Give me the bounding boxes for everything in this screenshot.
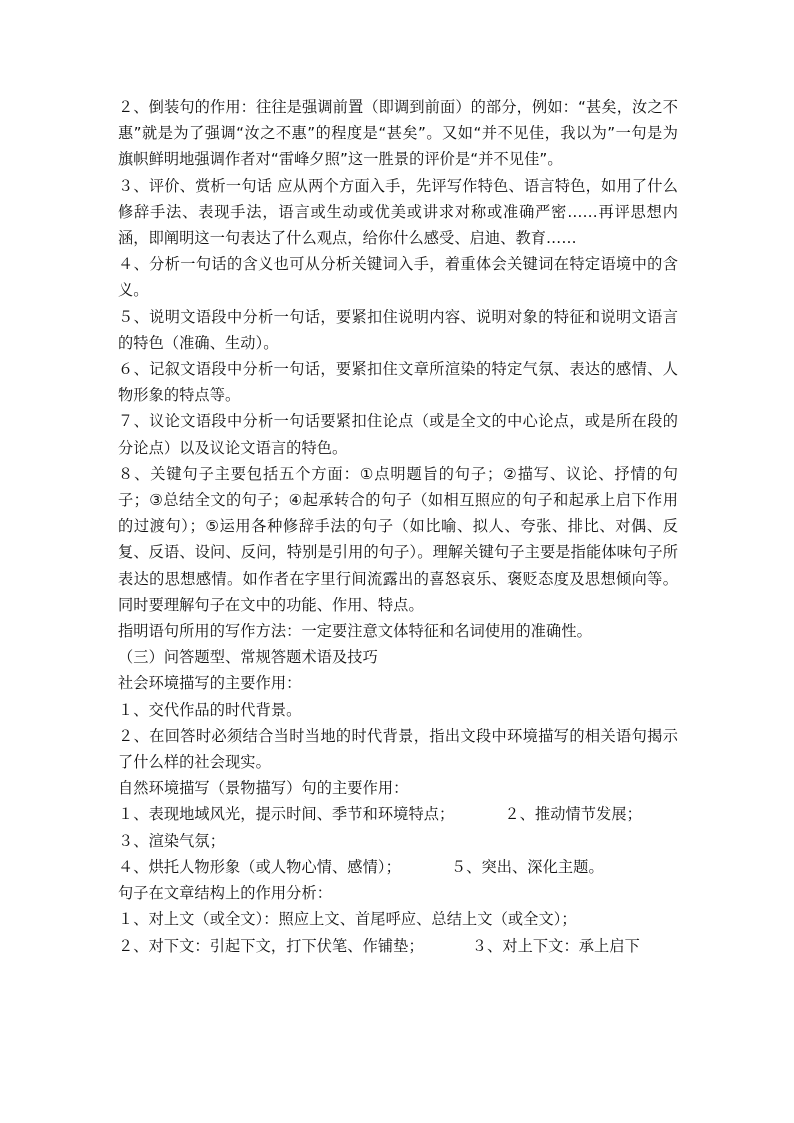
nature-env-item-4: ４、烘托人物形象（或人物心情、感情）；	[118, 857, 401, 876]
nature-env-row-2	[118, 854, 678, 880]
nature-env-item-5: ５、突出、深化主题。	[450, 857, 604, 876]
nature-env-row-1	[118, 801, 678, 827]
paragraph-social-env-1: １、交代作品的时代背景。	[118, 700, 302, 719]
paragraph-social-env-2: ２、在回答时必须结合当时当地的时代背景，指出文段中环境描写的相关语句揭示了什么样的社会现实。	[118, 726, 678, 772]
paragraph-evaluation: ３、评价、赏析一句话 应从两个方面入手，先评写作特色、语言特色，如用了什么修辞手法、表现手法，语言或生动或优美或讲求对称或准确严密……再评思想内涵，即阐明这一句表达了什么观点，给你什么感受、启迪、教育……	[118, 176, 678, 248]
nature-env-item-3: ３、渲染气氛；	[118, 831, 226, 850]
paragraph-argumentative: ７、议论文语段中分析一句话要紧扣住论点（或是全文的中心论点，或是所在段的分论点）以及议论文语言的特色。	[118, 412, 678, 457]
structure-title: 句子在文章结构上的作用分析：	[118, 884, 333, 903]
structure-item-2: ２、对下文：引起下文，打下伏笔、作铺垫；	[118, 936, 424, 955]
paragraph-writing-method: 指明语句所用的写作方法：一定要注意文体特征和名词使用的准确性。	[118, 622, 592, 641]
document-body	[118, 94, 678, 959]
section-heading: （三）问答题型、常规答题术语及技巧	[118, 648, 378, 667]
paragraph-key-sentences: ８、关键句子主要包括五个方面：①点明题旨的句子；②描写、议论、抒情的句子；③总结全文的句子；④起承转合的句子（如相互照应的句子和起承上启下作用的过渡句）；⑤运用各种修辞手法的句子（如比喻、拟人、夸张、排比、对偶、反复、反语、设问、反问，特别是引用的句子）。理解关键句子主要是指能体味句子所表达的思想感情。如作者在字里行间流露出的喜怒哀乐、褒贬态度及思想倾向等。同时要理解句子在文中的功能、作用、特点。	[118, 464, 678, 614]
paragraph-keyword: ４、分析一句话的含义也可从分析关键词入手，着重体会关键词在特定语境中的含义。	[118, 255, 678, 300]
paragraph-inversion: ２、倒装句的作用：往往是强调前置（即调到前面）的部分，例如：“甚矣，汝之不惠”就是为了强调“汝之不惠”的程度是“甚矣”。又如“并不见佳，我以为”一句是为旗帜鲜明地强调作者对“雷峰夕照”这一胜景的评价是“并不见佳”。	[118, 98, 678, 169]
nature-env-item-1: １、表现地域风光，提示时间、季节和环境特点；	[118, 805, 455, 824]
structure-item-3: ３、对上下文：承上启下	[471, 936, 640, 955]
structure-item-1: １、对上文（或全文）：照应上文、首尾呼应、总结上文（或全文）；	[118, 910, 577, 929]
structure-row-2	[118, 933, 678, 959]
nature-env-item-2: ２、推动情节发展；	[504, 805, 642, 824]
paragraph-narrative: ６、记叙文语段中分析一句话，要紧扣住文章所渲染的特定气氛、表达的感情、人物形象的特点等。	[118, 360, 678, 405]
paragraph-social-env-title: 社会环境描写的主要作用：	[118, 674, 302, 693]
paragraph-nature-env-title: 自然环境描写（景物描写）句的主要作用：	[118, 779, 409, 798]
paragraph-expository: ５、说明文语段中分析一句话，要紧扣住说明内容、说明对象的特征和说明文语言的特色（准确、生动）。	[118, 307, 678, 352]
